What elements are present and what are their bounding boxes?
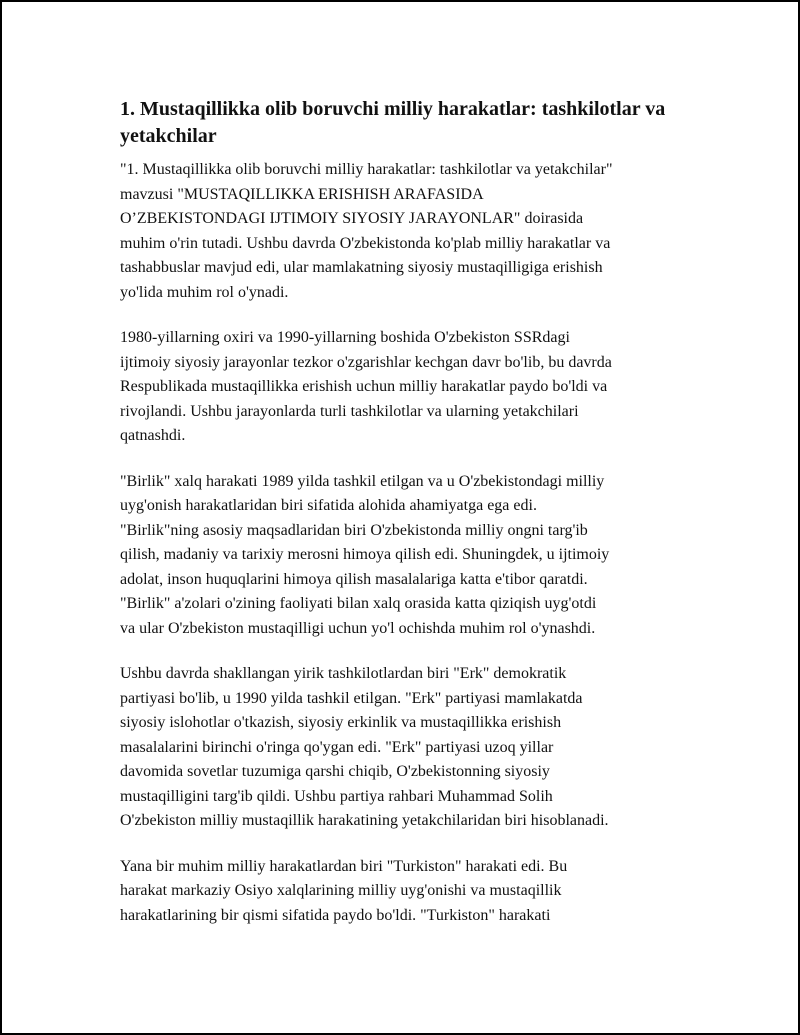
document-body [120, 96, 700, 949]
section-title: 1. Mustaqillikka olib boruvchi milliy harakatlar: tashkilotlar va yetakchilar [120, 98, 666, 147]
paragraph-erk: Ushbu davrda shakllangan yirik tashkilotlardan biri "Erk" demokratik partiyasi bo'lib, u 1990 yilda tashkil etilgan. "Erk" partiyasi mamlakatda siyosiy islohotlar o'tkazish, siyosiy erkinlik va mustaqillikka erishish masalalarini birinchi o'ringa qo'ygan edi. "Erk" partiyasi uzoq yillar davomida sovetlar tuzumiga qarshi chiqib, O'zbekistonning siyosiy mustaqilligini targ'ib qildi. Ushbu partiya rahbari Muhammad Solih O'zbekiston milliy mustaqillik harakatining yetakchilaridan biri hisoblanadi. [120, 665, 609, 829]
paragraph-birlik: "Birlik" xalq harakati 1989 yilda tashkil etilgan va u O'zbekistondagi milliy uyg'onish harakatlaridan biri sifatida alohida ahamiyatga ega edi. "Birlik"ning asosiy maqsadlaridan biri O'zbekistonda milliy ongni targ'ib qilish, madaniy va tarixiy merosni himoya qilish edi. Shuningdek, u ijtimoiy adolat, inson huquqlarini himoya qilish masalalariga katta e'tibor qaratdi. "Birlik" a'zolari o'zining faoliyati bilan xalq orasida katta qiziqish uyg'otdi va ular O'zbekiston mustaqilligi uchun yo'l ochishda muhim rol o'ynashdi. [120, 472, 610, 637]
paragraph-context-1980s: 1980-yillarning oxiri va 1990-yillarning boshida O'zbekiston SSRdagi ijtimoiy siyosiy jarayonlar tezkor o'zgarishlar kechgan davr bo'lib, bu davrda Respublikada mustaqillikka erishish uchun milliy harakatlar paydo bo'ldi va rivojlandi. Ushbu jarayonlarda turli tashkilotlar va ularning yetakchilari qatnashdi. [120, 329, 612, 444]
paragraph-intro: "1. Mustaqillikka olib boruvchi milliy harakatlar: tashkilotlar va yetakchilar" mavzusi "MUSTAQILLIKKA ERISHISH ARAFASIDA O’ZBEKISTONDAGI IJTIMOIY SIYOSIY JARAYONLAR" doirasida muhim o'rin tutadi. Ushbu davrda O'zbekistonda ko'plab milliy harakatlar va tashabbuslar mavjud edi, ular mamlakatning siyosiy mustaqilligiga erishish yo'lida muhim rol o'ynadi. [120, 161, 613, 301]
paragraph-turkiston: Yana bir muhim milliy harakatlardan biri "Turkiston" harakati edi. Bu harakat markaziy Osiyo xalqlarining milliy uyg'onishi va mustaqillik harakatlarining bir qismi sifatida paydo bo'ldi. "Turkiston" harakati [120, 857, 568, 924]
